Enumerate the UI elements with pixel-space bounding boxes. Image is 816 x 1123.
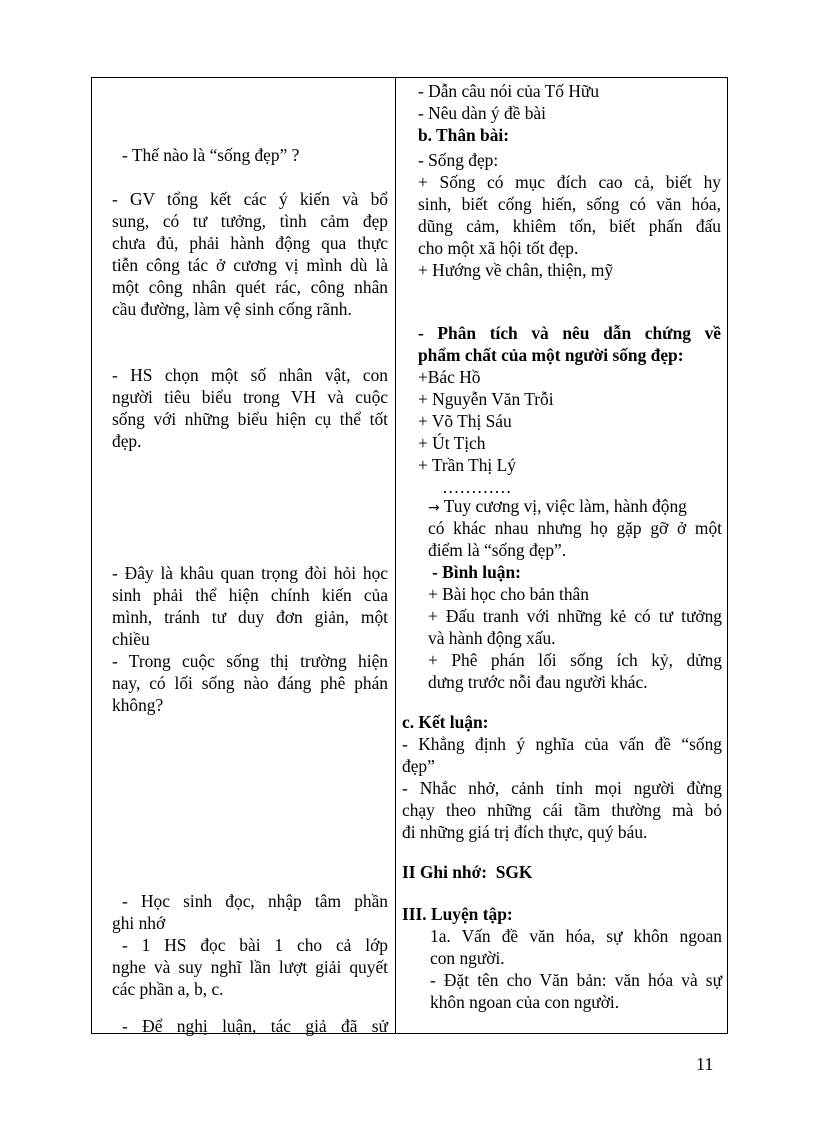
- gv-summary-line: tiễn công tác ở cương vị mình dù là: [112, 255, 388, 275]
- conclusion-arrow-line: điểm là “sống đẹp”.: [428, 540, 567, 560]
- binh-luan-item: dưng trước nỗi đau người khác.: [428, 672, 648, 692]
- luyen-tap-item: con người.: [430, 948, 505, 968]
- read-lesson-line: - 1 HS đọc bài 1 cho cả lớp: [122, 935, 388, 955]
- binh-luan-item: + Bài học cho bản thân: [428, 584, 589, 604]
- binh-luan-item: + Đấu tranh với những kẻ có tư tưởng: [428, 606, 722, 626]
- song-dep-desc-line: dũng cảm, khiêm tốn, biết phấn đấu: [418, 216, 721, 236]
- market-life-line: - Trong cuộc sống thị trường hiện: [112, 651, 388, 671]
- song-dep-desc-line: cho một xã hội tốt đẹp.: [418, 238, 579, 258]
- song-dep-desc-line: + Sống có mục đích cao cả, biết hy: [418, 172, 721, 192]
- ket-luan-item: - Khẳng định ý nghĩa của vấn đề “sống: [402, 734, 722, 754]
- binh-luan-heading: - Bình luận:: [432, 562, 521, 582]
- ghi-nho-value: SGK: [495, 862, 533, 882]
- argument-line: - Để nghị luận, tác giả đã sử: [122, 1016, 388, 1036]
- question-song-dep: - Thế nào là “sống đẹp” ?: [122, 145, 300, 165]
- market-life-line: nay, có lối sống nào đáng phê phán: [112, 673, 388, 693]
- arrow-icon: →: [428, 500, 440, 516]
- ket-luan-heading: c. Kết luận:: [402, 712, 489, 732]
- read-notes-line: ghi nhớ: [112, 913, 166, 933]
- binh-luan-item: và hành động xấu.: [428, 628, 556, 648]
- conclusion-arrow-text: Tuy cương vị, việc làm, hành động: [439, 496, 687, 516]
- than-bai-heading: b. Thân bài:: [418, 125, 510, 145]
- gv-summary-line: chưa đủ, phải hành động qua thực: [112, 233, 388, 253]
- huong-ve-line: + Hướng về chân, thiện, mỹ: [418, 260, 614, 280]
- analysis-heading-line: - Phân tích và nêu dẫn chứng về: [418, 323, 721, 343]
- read-notes-line: - Học sinh đọc, nhập tâm phần: [122, 891, 388, 911]
- lesson-table: [91, 77, 728, 1034]
- song-dep-label: - Sống đẹp:: [418, 150, 499, 170]
- intro-item: - Nêu dàn ý đề bài: [418, 103, 546, 123]
- binh-luan-item: + Phê phán lối sống ích kỷ, dửng: [428, 650, 722, 670]
- hs-choose-line: - HS chọn một số nhân vật, con: [112, 365, 388, 385]
- person-item: + Nguyễn Văn Trỗi: [418, 389, 554, 409]
- luyen-tap-item: 1a. Vấn đề văn hóa, sự khôn ngoan: [430, 926, 722, 946]
- conclusion-arrow-line: có khác nhau nhưng họ gặp gỡ ở một: [428, 518, 722, 538]
- market-life-line: không?: [112, 695, 164, 715]
- luyen-tap-item: - Đặt tên cho Văn bản: văn hóa và sự: [430, 970, 722, 990]
- key-stage-line: - Đây là khâu quan trọng đòi hỏi học: [112, 563, 388, 583]
- person-item: +Bác Hồ: [418, 367, 481, 387]
- person-item: + Trần Thị Lý: [418, 455, 516, 475]
- luyen-tap-heading: III. Luyện tập:: [402, 904, 513, 924]
- hs-choose-line: người tiêu biểu trong VH và cuộc: [112, 387, 388, 407]
- activity-column: [92, 78, 395, 1036]
- ghi-nho-row: [402, 862, 532, 884]
- gv-summary-line: - GV tổng kết các ý kiến và bổ: [112, 189, 388, 209]
- content-column: [396, 78, 728, 1033]
- read-lesson-line: nghe và suy nghĩ lần lượt giải quyết: [112, 957, 388, 977]
- ket-luan-item: chạy theo những cái tầm thường mà bỏ: [402, 800, 722, 820]
- ghi-nho-label: II Ghi nhớ:: [402, 862, 488, 882]
- hs-choose-line: sống với những biểu hiện cụ thể tốt: [112, 409, 388, 429]
- ket-luan-item: đẹp”: [402, 756, 435, 776]
- conclusion-arrow-line: [428, 496, 722, 520]
- ket-luan-item: - Nhắc nhở, cảnh tỉnh mọi người đừng: [402, 778, 722, 798]
- person-item: + Võ Thị Sáu: [418, 411, 512, 431]
- luyen-tap-item: khôn ngoan của con người.: [430, 992, 620, 1012]
- ellipsis: …………: [442, 477, 512, 497]
- ket-luan-item: đi những giá trị đích thực, quý báu.: [402, 822, 648, 842]
- gv-summary-line: một công nhân quét rác, công nhân: [112, 277, 388, 297]
- song-dep-desc-line: sinh, biết cống hiến, sống có văn hóa,: [418, 194, 721, 214]
- person-item: + Út Tịch: [418, 433, 486, 453]
- key-stage-line: chiều: [112, 629, 150, 649]
- gv-summary-line: cầu đường, làm vệ sinh cống rãnh.: [112, 299, 352, 319]
- analysis-heading-line: phẩm chất của một người sống đẹp:: [418, 345, 684, 365]
- key-stage-line: mình, tránh tư duy đơn giản, một: [112, 607, 388, 627]
- page-number: 11: [696, 1054, 714, 1074]
- intro-item: - Dẫn câu nói của Tố Hữu: [418, 81, 600, 101]
- read-lesson-line: các phần a, b, c.: [112, 979, 224, 999]
- gv-summary-line: sung, có tư tưởng, tình cảm đẹp: [112, 211, 388, 231]
- hs-choose-line: đẹp.: [112, 431, 142, 451]
- key-stage-line: sinh phải thể hiện chính kiến của: [112, 585, 388, 605]
